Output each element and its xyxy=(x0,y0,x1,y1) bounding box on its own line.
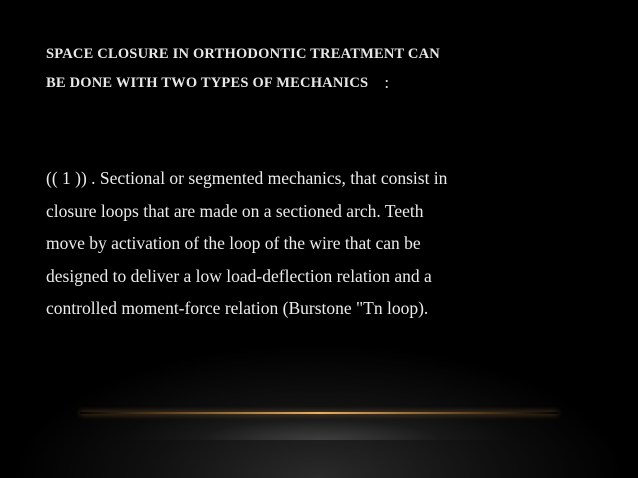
body-line: (( 1 )) . Sectional or segmented mechanics, that consist in xyxy=(46,168,448,188)
accent-floor-line xyxy=(80,412,558,414)
floor-glow xyxy=(0,360,638,440)
title-line-2-text: BE DONE WITH TWO TYPES OF MECHANICS xyxy=(46,75,369,91)
body-line: move by activation of the loop of the wire that can be xyxy=(46,233,421,253)
slide-title xyxy=(46,40,606,97)
title-line-1: SPACE CLOSURE IN ORTHODONTIC TREATMENT CAN xyxy=(46,46,440,62)
body-line: designed to deliver a low load-deflection relation and a xyxy=(46,265,432,286)
body-line: controlled moment-force relation (Burstone "Tn loop). xyxy=(46,298,429,318)
body-line: closure loops that are made on a sectioned arch. Teeth xyxy=(46,200,424,221)
title-colon: : xyxy=(384,73,390,92)
slide-body xyxy=(46,162,616,325)
title-line-2 xyxy=(46,68,606,97)
